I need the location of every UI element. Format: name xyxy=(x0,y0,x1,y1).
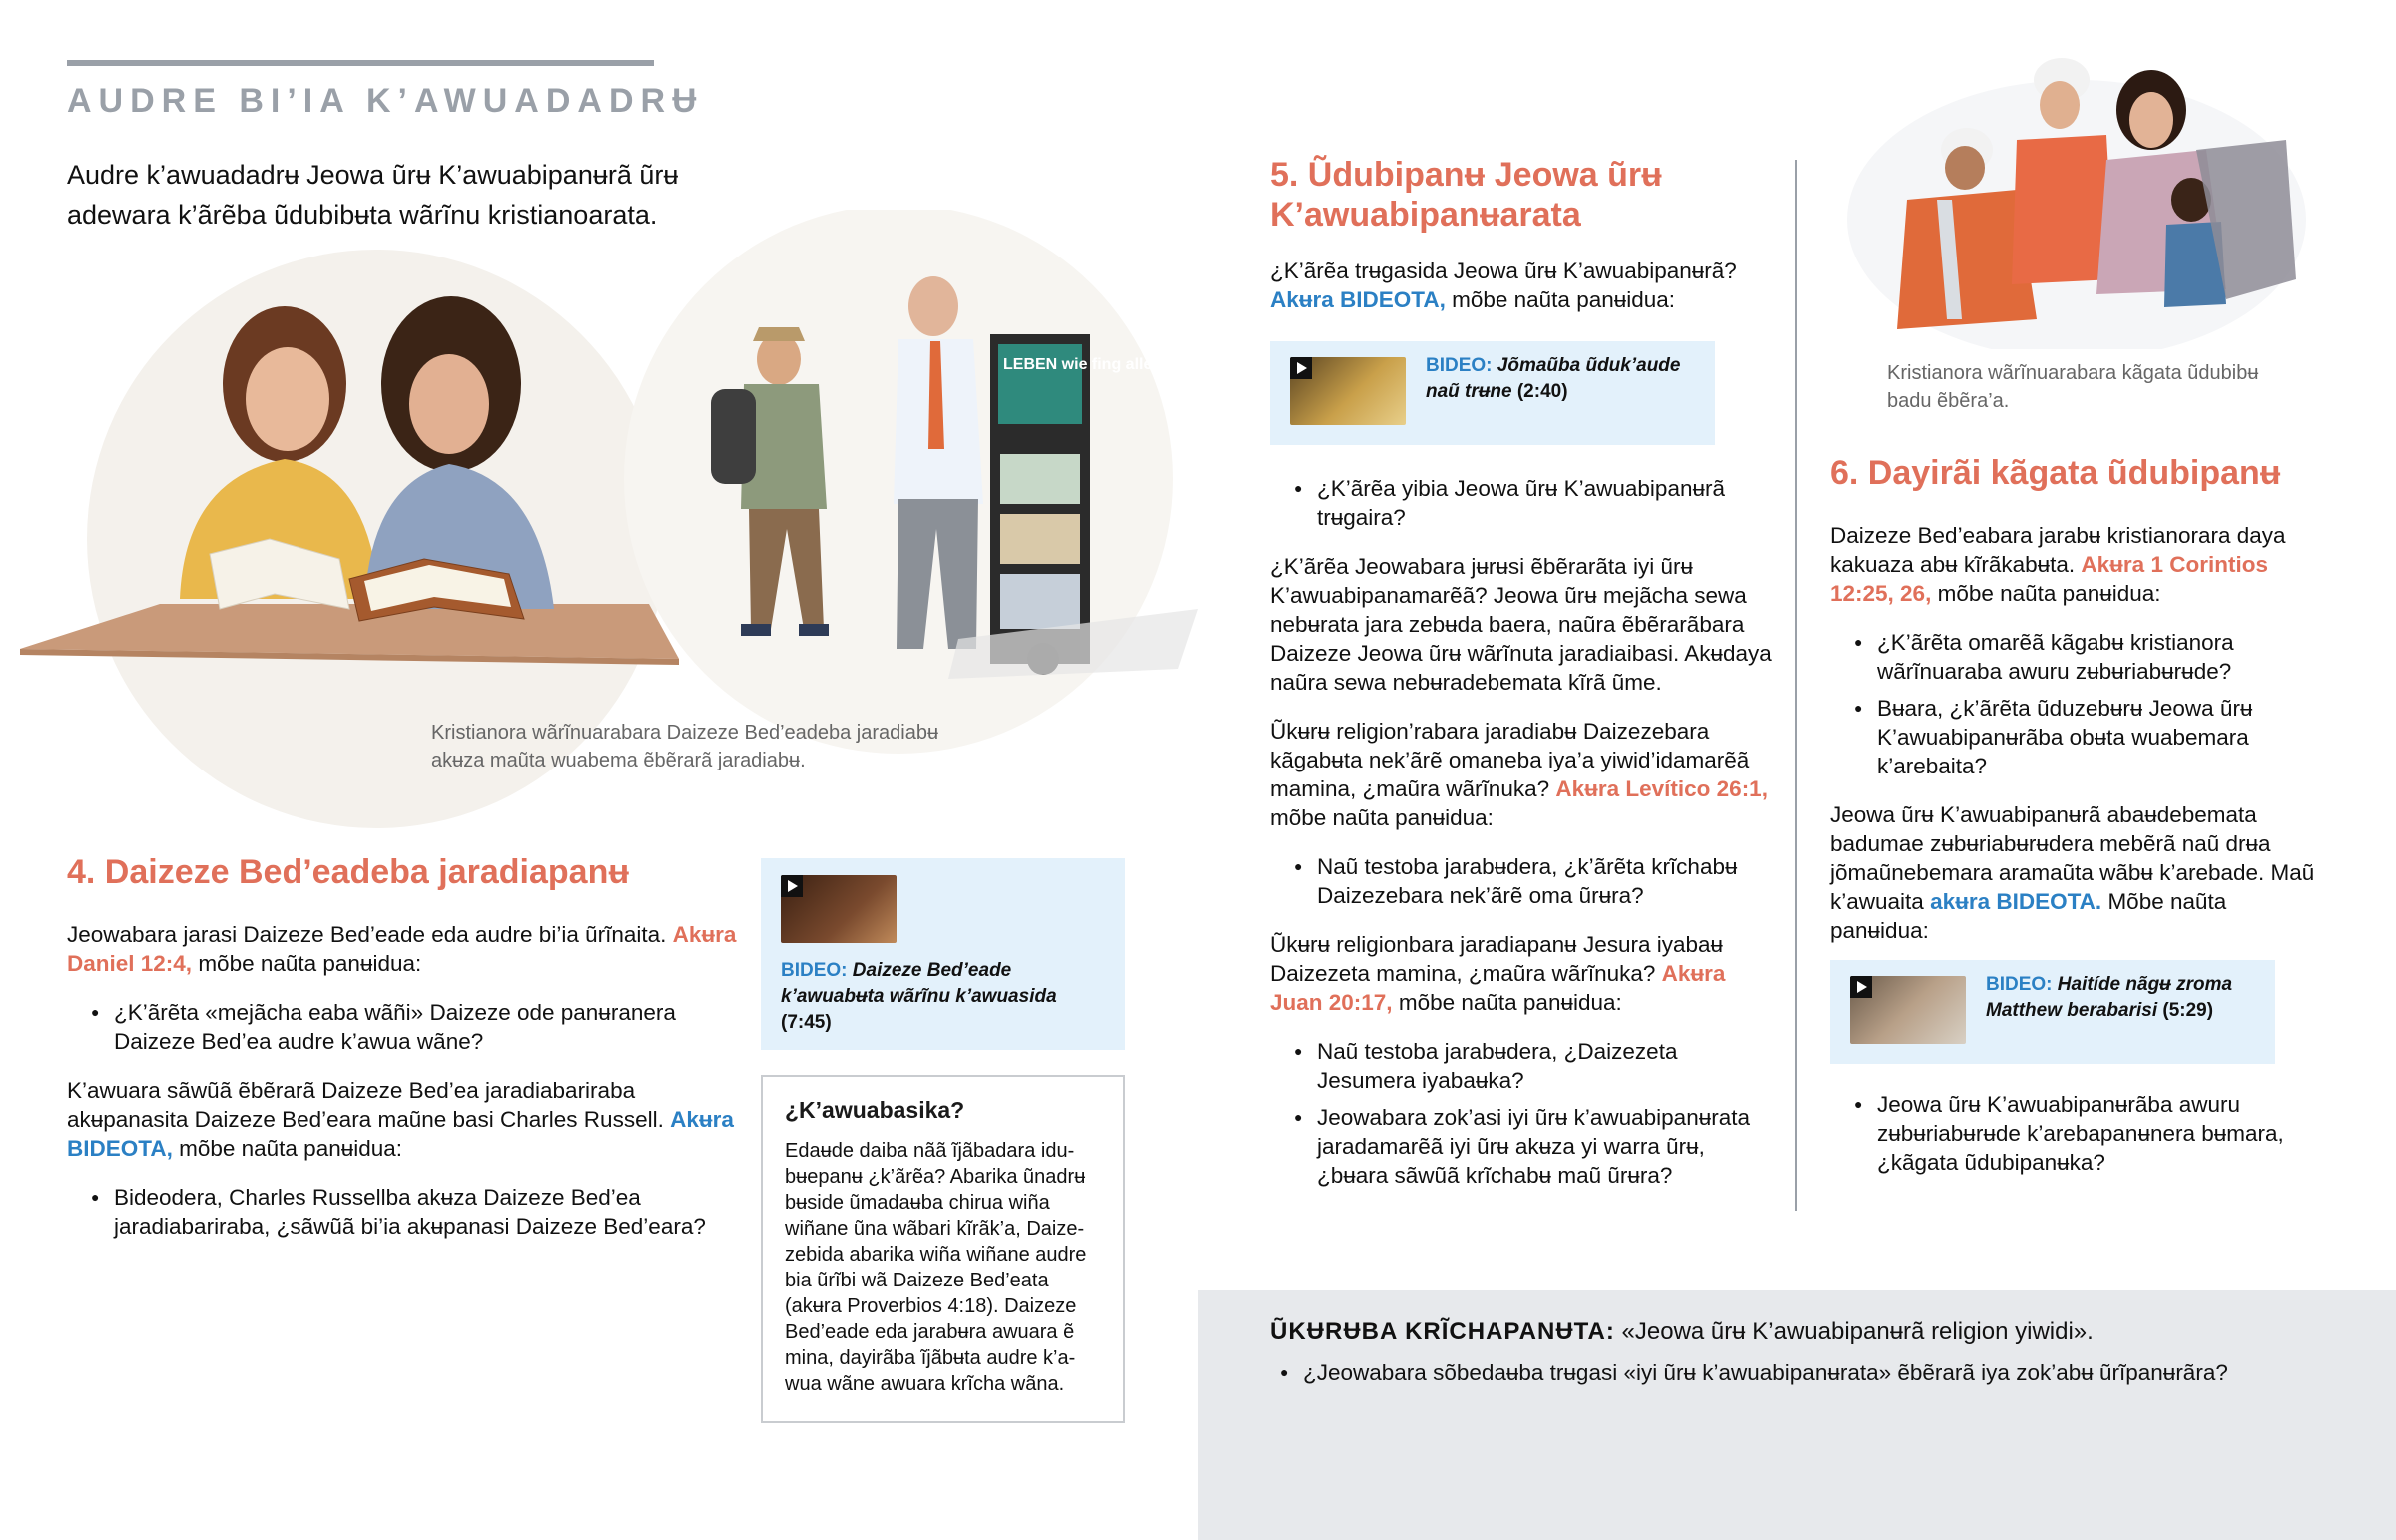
paragraph-text: K’awuara sãwũã ẽbẽrarã Daizeze Bed’ea jaradiabariraba akʉpanasita Daizeze Bed’eara maũne basi Charles Russell. xyxy=(67,1078,671,1132)
question-item: ● ¿K’ãrẽta omarẽã kãgabʉ kristianora wãrĩnuaraba awuru zʉbʉriabʉrʉde? xyxy=(1877,628,2319,686)
scripture-ref-link[interactable]: Akʉra Daniel 12:4, xyxy=(67,922,737,976)
video-box-3[interactable] xyxy=(1830,960,2275,1064)
video-title[interactable]: Daizeze Bed’eade k’awuabʉta wãrĩnu k’awuasida xyxy=(781,960,1057,1007)
section-6-paragraph-2 xyxy=(1830,800,2319,945)
question-list xyxy=(1270,1037,1779,1190)
section-5-paragraph-1 xyxy=(1270,257,1779,314)
box-title: ¿K’awuabasika? xyxy=(785,1097,965,1123)
section-4-heading: 4. Daizeze Bed’eadeba jaradiapanʉ xyxy=(67,853,630,891)
review-title: ŨKɄRɄBA KRĨCHAPANɄTA: xyxy=(1270,1318,1615,1345)
scripture-ref-link[interactable]: Akʉra Levítico 26:1, xyxy=(1555,776,1768,801)
video-duration: (5:29) xyxy=(2162,1000,2214,1021)
question-list xyxy=(1270,852,1779,910)
video-thumbnail[interactable] xyxy=(1290,357,1406,425)
video-tag: BIDEO: xyxy=(1426,355,1493,376)
paragraph-text: mõbe naũta panʉidua: xyxy=(1445,287,1676,312)
relief-illustration xyxy=(1847,50,2306,349)
paragraph-text: Jeowa ũrʉ K’awuabipanʉrã abaʉdebemata badumae zʉbʉriabʉrʉdera mebẽrã naũ drʉa jõmaũnebemara aramaũta wãbʉ k’arebade. Maũ k’awuaita xyxy=(1830,802,2315,914)
paragraph-text: mõbe naũta panʉidua: xyxy=(192,951,422,976)
lesson-intro: Audre k’awuadadrʉ Jeowa ũrʉ K’awuabipanʉrã ũrʉ adewara k’ãrẽba ũdubibʉta wãrĩnu kristianoarata. xyxy=(67,160,679,230)
question-item: ● Bideodera, Charles Russellba akʉza Daizeze Bed’ea jaradiabariraba, ¿sãwũã bi’ia akʉpanasi Daizeze Bed’eara? xyxy=(114,1183,746,1241)
did-you-know-box xyxy=(761,1075,1125,1423)
section-6 xyxy=(1830,453,2319,965)
relief-caption: Kristianora wãrĩnuarabara kãgata ũdubibʉ badu ẽbẽra’a. xyxy=(1887,362,2259,412)
paragraph-text: Ũkʉrʉ religion’rabara jaradiabʉ Daizezebara kãgabʉta nek’ãrẽ omaneba iya’a yiwid’idamarẽã mamina, ¿maũra wãrĩnuka? xyxy=(1270,719,1750,801)
paragraph-text: mõbe naũta panʉidua: xyxy=(1931,581,2161,606)
question-item: ● Jeowabara zok’asi iyi ũrʉ k’awuabipanʉrata jaradamarẽã iyi ũrʉ akʉza yi warra ũrʉ, ¿bʉara sãwũã krĩchabʉ maũ ũrʉra? xyxy=(1317,1103,1779,1190)
question-list xyxy=(1270,1358,2348,1387)
video-box-2[interactable] xyxy=(1270,341,1715,445)
review-text: «Jeowa ũrʉ K’awuabipanʉrã religion yiwidi». xyxy=(1614,1318,2094,1345)
video-duration: (7:45) xyxy=(781,1012,832,1033)
question-list xyxy=(67,1183,746,1241)
section-6-paragraph-1 xyxy=(1830,521,2319,608)
video-label xyxy=(1986,972,2265,1024)
video-label xyxy=(1426,353,1705,405)
section-4-paragraph-1 xyxy=(67,920,746,978)
paragraph-text: Jeowabara jarasi Daizeze Bed’eade eda audre bi’ia ũrĩnaita. xyxy=(67,922,673,947)
column-divider xyxy=(1795,160,1797,1211)
video-label xyxy=(781,958,1110,1036)
cart-sign-text: LEBEN wie fing alles an? xyxy=(1003,356,1195,373)
video-ref-link[interactable]: Akʉra BIDEOTA, xyxy=(1270,287,1446,312)
video-ref-link[interactable]: akʉra BIDEOTA. xyxy=(1930,889,2102,914)
video-duration: (2:40) xyxy=(1516,381,1568,402)
scripture-ref-link[interactable]: Akʉra 1 Corintios 12:25, 26, xyxy=(1830,552,2268,606)
header-rule xyxy=(67,60,654,66)
video-box-1[interactable] xyxy=(761,858,1125,1050)
question-list xyxy=(1830,628,2319,780)
box-text: Edaʉde daiba nãã ĩjãbadara idubʉepanʉ ¿k’ãrẽa? Abarika ũnadrʉ bʉside ũmadaʉba chirua wiña wiñane ũna wãbari kĩrãk’a, Daizezebida abarika wiña wiñane audre bia ũrĩbi wã Daizeze Bed’eata (akʉra Proverbios 4:18). Daizeze Bed’eade eda jarabʉra awuara ẽ mina, dayirãba ĩjãbʉta audre k’awua wãne awuara krĩcha wãna. xyxy=(785,1140,1087,1395)
review-panel xyxy=(1198,1290,2396,1540)
scripture-ref-link[interactable]: Akʉra Juan 20:17, xyxy=(1270,961,1726,1015)
paragraph-text: Daizeze Bed’eabara jarabʉ kristianorara daya kakuaza abʉ kĩrãkabʉta. xyxy=(1830,523,2286,577)
section-5-heading: 5. Ũdubipanʉ Jeowa ũrʉ K’awuabipanʉarata xyxy=(1270,156,1662,234)
section-4-paragraph-2 xyxy=(67,1076,746,1163)
section-6-body xyxy=(1830,1090,2319,1197)
play-icon[interactable] xyxy=(781,875,803,897)
question-item: ● Naũ testoba jarabʉdera, ¿Daizezeta Jesumera iyabaʉka? xyxy=(1317,1037,1779,1095)
question-item: ● Naũ testoba jarabʉdera, ¿k’ãrẽta krĩchabʉ Daizezebara nek’ãrẽ oma ũrʉra? xyxy=(1317,852,1779,910)
section-5-paragraph-4 xyxy=(1270,930,1779,1017)
question-item: ● ¿K’ãrẽta «mejãcha eaba wãñi» Daizeze ode panʉranera Daizeze Bed’ea audre k’awua wãne? xyxy=(114,998,746,1056)
study-caption: Kristianora wãrĩnuarabara Daizeze Bed’eadeba jaradiabʉ akʉza maũta wuabema ẽbẽrarã jaradiabʉ. xyxy=(431,722,939,771)
lesson-kicker: AUDRE BI’IA K’AWUADADRɄ xyxy=(67,82,704,120)
section-5-body xyxy=(1270,474,1779,1210)
question-item: ● ¿K’ãrẽa yibia Jeowa ũrʉ K’awuabipanʉrã trʉgaira? xyxy=(1317,474,1779,532)
paragraph-text: mõbe naũta panʉidua: xyxy=(1270,805,1494,830)
video-tag: BIDEO: xyxy=(1986,974,2053,995)
video-title[interactable]: Haitíde nãgʉ zroma Matthew berabarisi xyxy=(1986,974,2233,1021)
video-title[interactable]: Jõmaũba ũduk’aude naũ trʉne xyxy=(1426,355,1681,402)
paragraph-text: Ũkʉrʉ religionbara jaradiapanʉ Jesura iyabaʉ Daizezeta mamina, ¿maũra wãrĩnuka? xyxy=(1270,932,1724,986)
section-6-heading: 6. Dayirãi kãgata ũdubipanʉ xyxy=(1830,454,2281,492)
paragraph-text: ¿K’ãrẽa trʉgasida Jeowa ũrʉ K’awuabipanʉrã? xyxy=(1270,258,1737,283)
question-list xyxy=(1830,1090,2319,1177)
video-ref-link[interactable]: Akʉra BIDEOTA, xyxy=(67,1107,734,1161)
section-5 xyxy=(1270,155,1779,334)
question-item: ● Bʉara, ¿k’ãrẽta ũduzebʉrʉ Jeowa ũrʉ K’awuabipanʉrãba obʉta wuabemara k’arebaita? xyxy=(1877,694,2319,780)
play-icon[interactable] xyxy=(1850,976,1872,998)
question-item: ● Jeowa ũrʉ K’awuabipanʉrãba awuru zʉbʉriabʉrʉde k’arebapanʉnera bʉmara, ¿kãgata ũdubipanʉka? xyxy=(1877,1090,2319,1177)
video-thumbnail[interactable] xyxy=(1850,976,1966,1044)
question-list xyxy=(67,998,746,1056)
question-list xyxy=(1270,474,1779,532)
paragraph-text: mõbe naũta panʉidua: xyxy=(1392,990,1622,1015)
section-5-paragraph-3 xyxy=(1270,717,1779,832)
review-statement xyxy=(1270,1317,2348,1346)
section-4 xyxy=(67,852,746,1261)
question-item: ● ¿Jeowabara sõbedaʉba trʉgasi «iyi ũrʉ k’awuabipanʉrata» ẽbẽrarã iya zok’abʉ ũrĩpanʉrãra? xyxy=(1303,1358,2348,1387)
section-5-paragraph-2: ¿K’ãrẽa Jeowabara jʉrʉsi ẽbẽrarãta iyi ũrʉ K’awuabipanamarẽã? Jeowa ũrʉ mejãcha sewa nebʉrata jara zebʉda baera, naũra ẽbẽrarãbara Daizeze Jeowa ũrʉ wãrĩnuta jaradiaibasi. Akʉdaya naũra sewa nebʉradebemata kĩrã ũme. xyxy=(1270,554,1772,695)
video-thumbnail[interactable] xyxy=(781,875,897,943)
paragraph-text: Mõbe naũta panʉidua: xyxy=(1830,889,2227,943)
play-icon[interactable] xyxy=(1290,357,1312,379)
paragraph-text: mõbe naũta panʉidua: xyxy=(172,1136,403,1161)
video-tag: BIDEO: xyxy=(781,960,848,981)
